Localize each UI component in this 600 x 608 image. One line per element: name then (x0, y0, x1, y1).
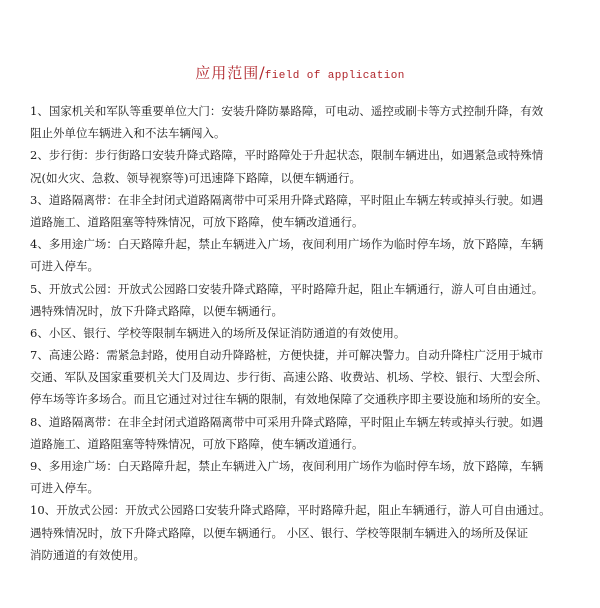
text-line: 1、国家机关和军队等重要单位大门：安装升降防暴路障，可电动、遥控或刷卡等方式控制升降，有效 (30, 104, 544, 118)
text-line: 可进入停车。 (30, 481, 99, 496)
text-line: 况(如火灾、急救、领导视察等)可迅速降下路障，以便车辆通行。 (30, 170, 361, 185)
text-line: 停车场等许多场合。而且它通过对过往车辆的限制，有效地保障了交通秩序即主要设施和场所的安全。 (30, 392, 548, 407)
text-line: 阻止外单位车辆进入和不法车辆闯入。 (30, 126, 226, 141)
text-line: 可进入停车。 (30, 259, 99, 274)
text-line: 道路施工、道路阻塞等特殊情况，可放下路障，使车辆改道通行。 (30, 214, 364, 229)
title-chinese: 应用范围 (195, 64, 260, 82)
text-line: 道路施工、道路阻塞等特殊情况，可放下路障，使车辆改道通行。 (30, 436, 364, 451)
text-line: 4、多用途广场：白天路障升起，禁止车辆进入广场，夜间利用广场作为临时停车场，放下路障，车辆 (30, 237, 544, 252)
text-line: 9、多用途广场：白天路障升起，禁止车辆进入广场，夜间利用广场作为临时停车场，放下路障，车辆 (30, 459, 544, 473)
text-line: 遇特殊情况时，放下升降式路障，以便车辆通行。 (30, 303, 283, 318)
text-line: 10、开放式公园：开放式公园路口安装升降式路障，平时路障升起，阻止车辆通行，游人可自由通过。 (30, 503, 551, 518)
text-line: 2、步行街：步行街路口安装升降式路障，平时路障处于升起状态，限制车辆进出，如遇紧急或特殊情 (30, 148, 544, 163)
text-line: 6、小区、银行、学校等限制车辆进入的场所及保证消防通道的有效使用。 (30, 325, 406, 340)
text-line: 交通、军队及国家重要机关大门及周边、步行街、高速公路、收费站、机场、学校、银行、大型会所、 (30, 370, 548, 385)
text-line: 遇特殊情况时，放下升降式路障，以便车辆通行。 小区、银行、学校等限制车辆进入的场所及保证 (30, 525, 529, 540)
application-list (30, 100, 582, 566)
text-line: 消防通道的有效使用。 (30, 547, 145, 562)
title-english: field of application (264, 70, 405, 82)
text-line: 8、道路隔离带：在非全封闭式道路隔离带中可采用升降式路障，平时阻止车辆左转或掉头行驶。如遇 (30, 414, 544, 429)
page-title (0, 62, 600, 83)
text-line: 5、开放式公园：开放式公园路口安装升降式路障，平时路障升起，阻止车辆通行，游人可自由通过。 (30, 281, 544, 296)
text-line: 3、道路隔离带：在非全封闭式道路隔离带中可采用升降式路障，平时阻止车辆左转或掉头行驶。如遇 (30, 192, 544, 207)
title-separator: / (259, 63, 265, 82)
text-line: 7、高速公路：需紧急封路，使用自动升降路桩，方便快捷，并可解决警力。自动升降柱广泛用于城市 (30, 348, 544, 363)
